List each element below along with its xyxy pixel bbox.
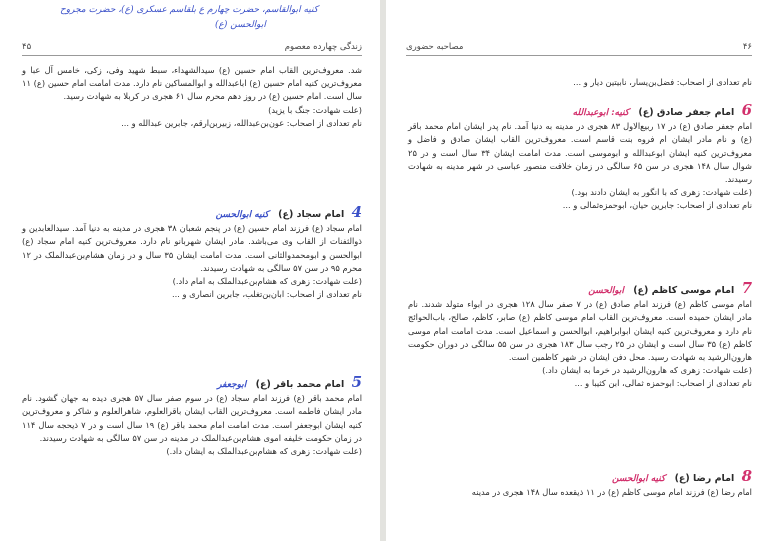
running-head-title: زندگی چهارده معصوم: [284, 42, 362, 52]
intro-martyrdom: (علت شهادت: جنگ با یزید): [268, 104, 362, 115]
handwritten-note: کنیه: ابوعبدالله: [572, 108, 630, 118]
handwritten-note: ابوالحسن: [588, 286, 624, 296]
left-page: [0, 0, 380, 541]
section-imam-kazim: [408, 279, 752, 391]
section-heading: 4 امام سجاد (ع) کنیه ابوالحسن: [215, 203, 362, 221]
section-imam-reza: [408, 467, 752, 499]
section-number: 5: [351, 373, 362, 391]
section-martyrdom: (علت شهادت: زهری که هشام‌بن‌عبدالملک به ایشان داد.): [166, 446, 362, 457]
section-companions: نام تعدادی از اصحاب: جابرین حیان، ابوحمزه‌ثمالی و ...: [562, 200, 752, 211]
intro-companions: نام تعدادی از اصحاب: عون‌بن‌عبدالله، زبیربن‌ارقم، جابرین عبدالله و ...: [121, 117, 362, 128]
section-companions: نام تعدادی از اصحاب: ابان‌بن‌تغلب، جابرین انصاری و ...: [171, 289, 362, 300]
intro-imam-hussein: [22, 64, 362, 130]
section-heading: 6 امام جعفر صادق (ع) کنیه: ابوعبدالله: [572, 101, 752, 119]
handwritten-note: کنیه ابوالحسن: [215, 210, 269, 220]
running-head-right: [406, 42, 752, 56]
section-heading: 8 امام رضا (ع) کنیه ابوالحسن: [612, 467, 752, 485]
intro-companions: نام تعدادی از اصحاب: فضل‌بن‌یسار، نابیتین دیار و ...: [573, 77, 752, 87]
running-head-page-number: ۴۵: [22, 42, 32, 52]
section-heading: 5 امام محمد باقر (ع) ابوجعفر: [217, 373, 362, 391]
section-heading: 7 امام موسی کاظم (ع) ابوالحسن: [588, 279, 752, 297]
section-number: 7: [741, 279, 752, 297]
running-head-left: [22, 42, 362, 56]
handwritten-top-note: کنیه ابوالقاسم، حضرت چهارم ع بلقاسم عسکری (ع)، حضرت مجروح: [60, 5, 319, 15]
section-body: امام محمد باقر (ع) فرزند امام سجاد (ع) در سوم صفر سال ۵۷ هجری دیده به جهان گشود. نام مادر ایشان فاطمه است. معروف‌ترین القاب ایشان باقرالعلوم، شاهرالعلوم و شاکر و معروف‌ترین کنیه ایشان ابوجعفر است. مدت امامت امام محمد باقر (ع) ۱۹ سال است و در ۷ ذیحجه سال ۱۱۴ در زمان حکومت خلیفه اموی هشام‌بن‌عبدالملک در مدینه در سن ۵۷ سالگی به شهادت رسیدند.: [22, 393, 363, 443]
section-companions: نام تعدادی از اصحاب: ابوحمزه ثمالی، ابن کثیبا و ...: [574, 378, 752, 389]
section-number: 6: [741, 101, 752, 119]
section-body: امام موسی کاظم (ع) فرزند امام صادق (ع) در ۷ صفر سال ۱۲۸ هجری در ابواء متولد شدند. نام مادر ایشان حمیده است. معروف‌ترین القاب امام موسی کاظم (ع) صابر، کاظم، صالح، باب‌الحوائج نام دارد و معروف‌ترین کنیه ایشان ابوابراهیم، ابوالحسن و اسماعیل است. مدت امامت امام موسی کاظم (ع) ۳۵ سال است و ایشان در ۲۵ رجب سال ۱۸۳ هجری در سن ۵۵ سالگی در دوران حکومت هارون‌الرشید به شهادت رسید. محل دفن ایشان در شهر کاظمین است.: [408, 299, 752, 363]
handwritten-note: کنیه ابوالحسن: [612, 474, 666, 484]
intro-body: شد. معروف‌ترین القاب امام حسین (ع) سیدالشهداء، سبط شهید وفی، زکی، خامس آل عبا و معروف‌ترین کنیه امام حسین (ع) اباعبدالله و ابوالمساکین نام دارد. مدت امامت امام حسین (ع) ۱۱ سال است. امام حسین (ع) در روز دهم محرم سال ۶۱ هجری در کربلا به شهادت رسید.: [22, 65, 362, 102]
running-head-page-number: ۴۶: [742, 42, 752, 52]
section-number: 4: [351, 203, 362, 221]
section-number: 8: [741, 467, 752, 485]
section-body: امام رضا (ع) فرزند امام موسی کاظم (ع) در ۱۱ ذیقعده سال ۱۴۸ هجری در مدینه: [471, 487, 752, 498]
section-martyrdom: (علت شهادت: زهری که هارون‌الرشید در خرما به ایشان داد.): [542, 365, 752, 376]
section-martyrdom: (علت شهادت: زهری که هشام‌بن‌عبدالملک به امام داد.): [172, 276, 362, 287]
section-imam-sadiq: [408, 101, 753, 213]
running-head-title: مصاحبه حضوری: [406, 42, 464, 52]
handwritten-note: ابوجعفر: [217, 380, 247, 390]
section-body: امام جعفر صادق (ع) در ۱۷ ربیع‌الاول ۸۳ هجری در مدینه به دنیا آمد. نام پدر ایشان امام محمد باقر (ع) و نام مادر ایشان ام فروه بنت قاسم است. معروف‌ترین القاب ایشان صادق و فاضل و معروف‌ترین کنیه ایشان ابوعبدالله و ابوموسی است. مدت امامت ایشان ۳۴ سال است و در ۲۵ شوال سال ۱۴۸ هجری در سن ۶۵ سالگی در زمان خلافت منصور عباسی در شهر مدینه به شهادت رسیدند.: [408, 121, 753, 185]
section-body: امام سجاد (ع) فرزند امام حسین (ع) در پنجم شعبان ۳۸ هجری در مدینه به دنیا آمد. سیدالعابدین و ذوالثفنات از القاب وی می‌باشد. مادر ایشان شهربانو نام دارد. معروف‌ترین کنیه امام سجاد (ع) ابوالحسن و ابومحمدوالثانی است. مدت امامت ایشان ۳۵ سال و در زمان هشام‌بن‌عبدالملک در ۱۲ محرم ۹۵ در سن ۵۷ سالگی به شهادت رسیدند.: [22, 223, 362, 273]
section-martyrdom: (علت شهادت: زهری که با انگور به ایشان دادند بود.): [571, 187, 752, 198]
handwritten-top-note-2: ابوالحسن (ع): [215, 20, 266, 30]
section-imam-sajjad: [22, 203, 362, 301]
section-imam-baqir: [22, 373, 363, 458]
right-page: [386, 0, 768, 541]
